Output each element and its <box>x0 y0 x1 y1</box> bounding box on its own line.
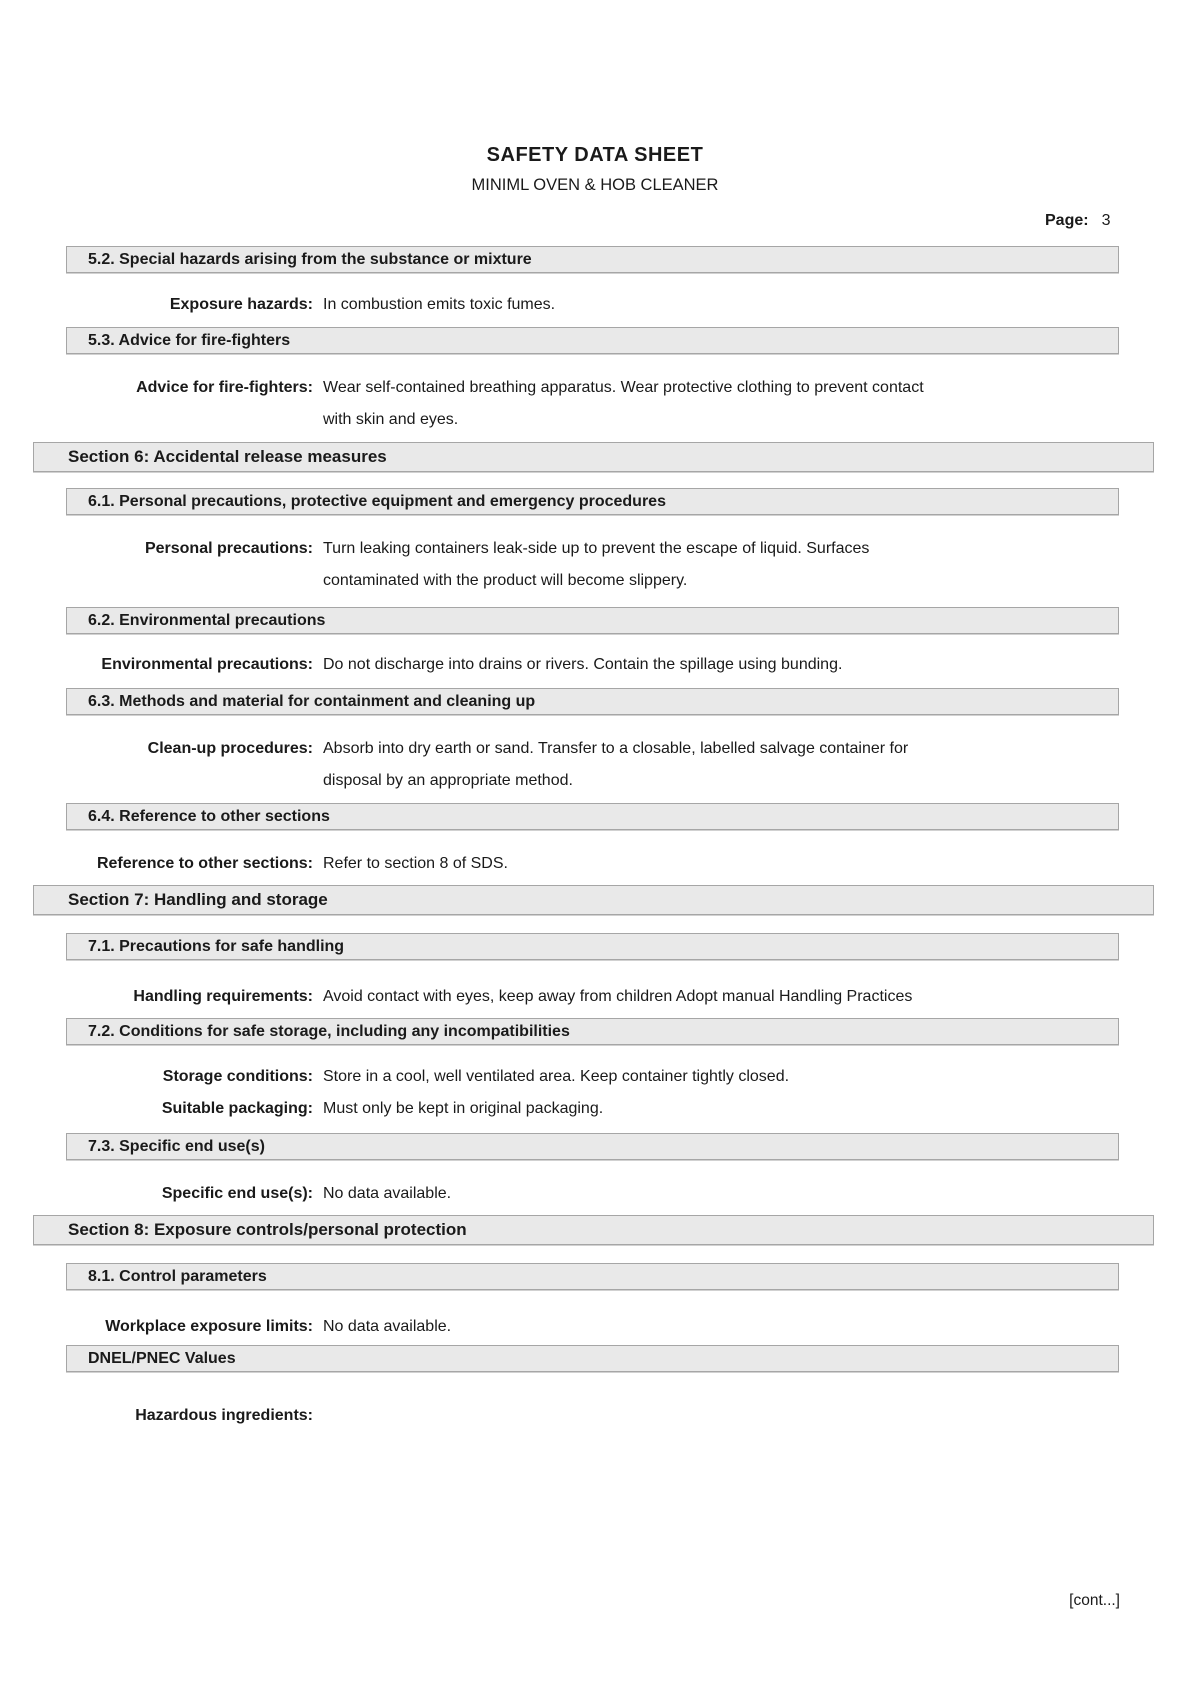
field-value-environmental: Do not discharge into drains or rivers. Contain the spillage using bunding. <box>323 656 843 673</box>
field-label-cleanup-procedures: Clean-up procedures: <box>147 740 313 757</box>
field-value-cleanup-line1: Absorb into dry earth or sand. Transfer to a closable, labelled salvage container for <box>323 740 909 757</box>
page-label: Page: <box>1045 212 1089 229</box>
field-label-hazardous-ingredients: Hazardous ingredients: <box>135 1407 313 1424</box>
field-label-advice-fire-fighters: Advice for fire-fighters: <box>136 379 313 396</box>
field-value-exposure-hazards: In combustion emits toxic fumes. <box>323 296 556 313</box>
field-value-handling: Avoid contact with eyes, keep away from children Adopt manual Handling Practices <box>323 988 913 1005</box>
field-label-environmental-precautions: Environmental precautions: <box>101 656 313 673</box>
subsection-header-7-2: 7.2. Conditions for safe storage, including any incompatibilities <box>66 1018 1119 1045</box>
document-title: SAFETY DATA SHEET <box>486 144 704 166</box>
field-value-specific-end-uses: No data available. <box>323 1185 452 1202</box>
field-label-workplace-exposure-limits: Workplace exposure limits: <box>105 1318 313 1335</box>
subsection-header-6-2: 6.2. Environmental precautions <box>66 607 1119 634</box>
field-label-exposure-hazards: Exposure hazards: <box>169 296 313 313</box>
field-label-reference-other-sections: Reference to other sections: <box>96 855 313 872</box>
field-label-handling-requirements: Handling requirements: <box>133 988 313 1005</box>
subsection-header-6-1: 6.1. Personal precautions, protective equipment and emergency procedures <box>66 488 1119 515</box>
subsection-header-8-1: 8.1. Control parameters <box>66 1263 1119 1290</box>
page-indicator <box>1045 212 1110 230</box>
section-header-7: Section 7: Handling and storage <box>33 885 1154 915</box>
field-label-storage-conditions: Storage conditions: <box>162 1068 313 1085</box>
field-value-advice-line2: with skin and eyes. <box>323 411 459 428</box>
section-header-8: Section 8: Exposure controls/personal protection <box>33 1215 1154 1245</box>
section-header-6: Section 6: Accidental release measures <box>33 442 1154 472</box>
field-value-personal-line2: contaminated with the product will become slippery. <box>323 572 688 589</box>
product-name: MINIML OVEN & HOB CLEANER <box>471 176 719 194</box>
field-value-workplace-exposure-limits: No data available. <box>323 1318 452 1335</box>
field-value-packaging: Must only be kept in original packaging. <box>323 1100 604 1117</box>
field-label-suitable-packaging: Suitable packaging: <box>161 1100 313 1117</box>
field-value-cleanup-line2: disposal by an appropriate method. <box>323 772 573 789</box>
field-value-advice-line1: Wear self-contained breathing apparatus. Wear protective clothing to prevent contact <box>323 379 924 396</box>
subsection-header-7-3: 7.3. Specific end use(s) <box>66 1133 1119 1160</box>
page-number: 3 <box>1101 212 1111 229</box>
continued-indicator: [cont...] <box>1069 1592 1120 1609</box>
field-label-specific-end-uses: Specific end use(s): <box>161 1185 313 1202</box>
subsection-header-6-4: 6.4. Reference to other sections <box>66 803 1119 830</box>
subsection-header-5-2: 5.2. Special hazards arising from the substance or mixture <box>66 246 1119 273</box>
field-value-storage: Store in a cool, well ventilated area. Keep container tightly closed. <box>323 1068 790 1085</box>
field-label-personal-precautions: Personal precautions: <box>144 540 313 557</box>
subsection-header-6-3: 6.3. Methods and material for containment and cleaning up <box>66 688 1119 715</box>
field-value-personal-line1: Turn leaking containers leak-side up to prevent the escape of liquid. Surfaces <box>323 540 870 557</box>
subsection-header-5-3: 5.3. Advice for fire-fighters <box>66 327 1119 354</box>
subsection-header-7-1: 7.1. Precautions for safe handling <box>66 933 1119 960</box>
field-value-reference: Refer to section 8 of SDS. <box>323 855 508 872</box>
subsection-header-dnel-pnec: DNEL/PNEC Values <box>66 1345 1119 1372</box>
